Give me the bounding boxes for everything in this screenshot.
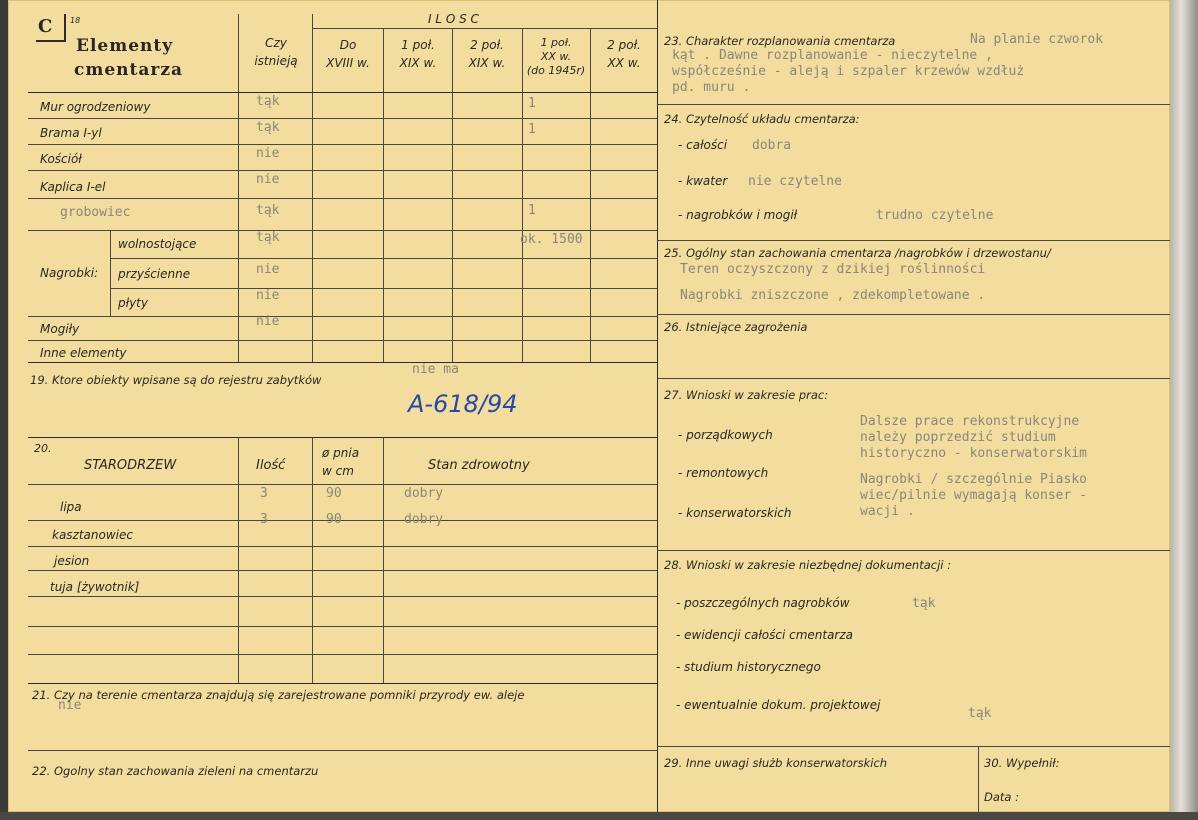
s23-label: 23. Charakter rozplanowania cmentarza (664, 34, 896, 48)
tree-name: tuja [żywotnik] (50, 580, 140, 594)
row-label: Kościół (40, 152, 82, 166)
s28-item: - ewidencji całości cmentarza (676, 628, 854, 642)
col-xx2-header: 2 poł. XX w. (607, 38, 641, 70)
row-label: Inne elementy (40, 346, 127, 360)
tree-count: 3 (260, 486, 268, 501)
row-label: Mur ogrodzeniowy (40, 100, 151, 114)
s20-col-name: STARODRZEW (84, 458, 177, 473)
col-exists-header: Czy istnieją (254, 36, 298, 68)
col-xx1-header: 1 poł. XX w. (do 1945r) (526, 36, 586, 77)
row-exists: nie (256, 288, 280, 303)
col-xix2-header: 2 poł. XIX w. (468, 38, 506, 70)
section-number: 18 (70, 16, 81, 25)
s27-remontowych: - remontowych (678, 466, 769, 480)
row-exists: nie (256, 172, 280, 187)
s27-konserwatorskich: - konserwatorskich (678, 506, 792, 520)
tree-name: jesion (54, 554, 90, 568)
s23-text: kąt . Dawne rozplanowanie - nieczytelne , (672, 48, 993, 63)
col-xviii-header: Do XVIII w. (326, 38, 370, 70)
s23-text: pd. muru . (672, 80, 751, 95)
s24-label: 24. Czytelność układu cmentarza: (664, 112, 860, 126)
row-exists: nie (256, 146, 280, 161)
tree-name: kasztanowiec (52, 528, 133, 542)
row-xx1: 1 (528, 203, 536, 218)
tree-name: lipa (60, 500, 82, 514)
row-exists: nie (256, 262, 280, 277)
s24-calosci-label: - całości (678, 138, 728, 152)
tree-count: 3 (260, 512, 268, 527)
row-exists: tąk (256, 94, 280, 109)
s24-kwater-value: nie czytelne (748, 174, 842, 189)
s19-label: 19. Ktore obiekty wpisane są do rejestru zabytków (30, 373, 322, 387)
s20-col-count: Ilość (256, 458, 286, 473)
s20-col-diam: ø pnia w cm (322, 446, 360, 478)
row-exists: nie (256, 314, 280, 329)
s27-text: należy poprzedzić studium (860, 430, 1056, 445)
tree-state: dobry (404, 512, 444, 527)
s25-line: Nagrobki zniszczone , zdekompletowane . (680, 288, 986, 303)
s27-text: Nagrobki / szczególnie Piasko (860, 472, 1087, 487)
s24-nagrobkow-value: trudno czytelne (876, 208, 994, 223)
section-letter: C (38, 16, 54, 37)
s27-text: historyczno - konserwatorskim (860, 446, 1087, 461)
s30-date-label: Data : (984, 790, 1019, 804)
s27-porzadkowych: - porządkowych (678, 428, 773, 442)
s24-kwater-label: - kwater (678, 174, 728, 188)
s20-number: 20. (34, 442, 52, 455)
row-xx1: 1 (528, 96, 536, 111)
s26-label: 26. Istniejące zagrożenia (664, 320, 808, 334)
nagrobki-label: Nagrobki: (40, 266, 99, 280)
s19-typed: nie ma (412, 362, 459, 377)
row-label: Kaplica I-el (40, 180, 106, 194)
inventory-card (8, 0, 1170, 812)
s19-handwritten-register-number: A-618/94 (408, 390, 518, 418)
s28-item: - studium historycznego (676, 660, 821, 674)
s23-text: współcześnie - aleją i szpaler krzewów wzdłuż (672, 64, 1025, 79)
row-label: Mogiły (40, 322, 80, 336)
row-label: Brama I-yl (40, 126, 102, 140)
s27-text: Dalsze prace rekonstrukcyjne (860, 414, 1080, 429)
tree-state: dobry (404, 486, 444, 501)
s28-item: - ewentualnie dokum. projektowej (676, 698, 881, 712)
row-label-typed: grobowiec (60, 205, 131, 220)
row-exists: tąk (256, 203, 280, 218)
s25-line: Teren oczyszczony z dzikiej roślinności (680, 262, 986, 277)
s27-text: wiec/pilnie wymagają konser - (860, 488, 1087, 503)
s28-label: 28. Wnioski w zakresie niezbędnej dokumentacji : (664, 558, 951, 572)
tree-diam: 90 (326, 486, 342, 501)
title-line2: cmentarza (74, 60, 184, 80)
tree-diam: 90 (326, 512, 342, 527)
s24-nagrobkow-label: - nagrobków i mogił (678, 208, 798, 222)
title-line1: Elementy (76, 36, 174, 56)
row-exists: tąk (256, 230, 280, 245)
s29-label: 29. Inne uwagi służb konserwatorskich (664, 756, 888, 770)
s24-calosci-value: dobra (752, 138, 792, 153)
scanner-edge-right (1170, 0, 1198, 820)
s28-item-value: tąk (912, 596, 936, 611)
row-xx1: ok. 1500 (520, 232, 583, 247)
s21-answer: nie (58, 698, 82, 713)
s20-col-state: Stan zdrowotny (428, 458, 530, 473)
s27-label: 27. Wnioski w zakresie prac: (664, 388, 829, 402)
row-label: przyścienne (118, 267, 191, 281)
s28-item-value: tąk (968, 706, 992, 721)
s30-label: 30. Wypełnił: (984, 756, 1060, 770)
quantity-group-header: I L O S C (428, 12, 479, 26)
s22-label: 22. Ogolny stan zachowania zieleni na cmentarzu (32, 764, 319, 778)
row-label: wolnostojące (118, 237, 197, 251)
s21-label: 21. Czy na terenie cmentarza znajdują się zarejestrowane pomniki przyrody ew. aleje (32, 688, 525, 702)
s25-label: 25. Ogólny stan zachowania cmentarza /nagrobków i drzewostanu/ (664, 246, 1051, 260)
row-exists: tąk (256, 120, 280, 135)
s23-text: Na planie czworok (970, 32, 1104, 47)
col-xix1-header: 1 poł. XIX w. (399, 38, 437, 70)
row-label: płyty (118, 296, 148, 310)
s27-text: wacji . (860, 504, 915, 519)
scanner-edge-bottom (0, 812, 1198, 820)
row-xx1: 1 (528, 122, 536, 137)
s28-item: - poszczególnych nagrobków (676, 596, 850, 610)
